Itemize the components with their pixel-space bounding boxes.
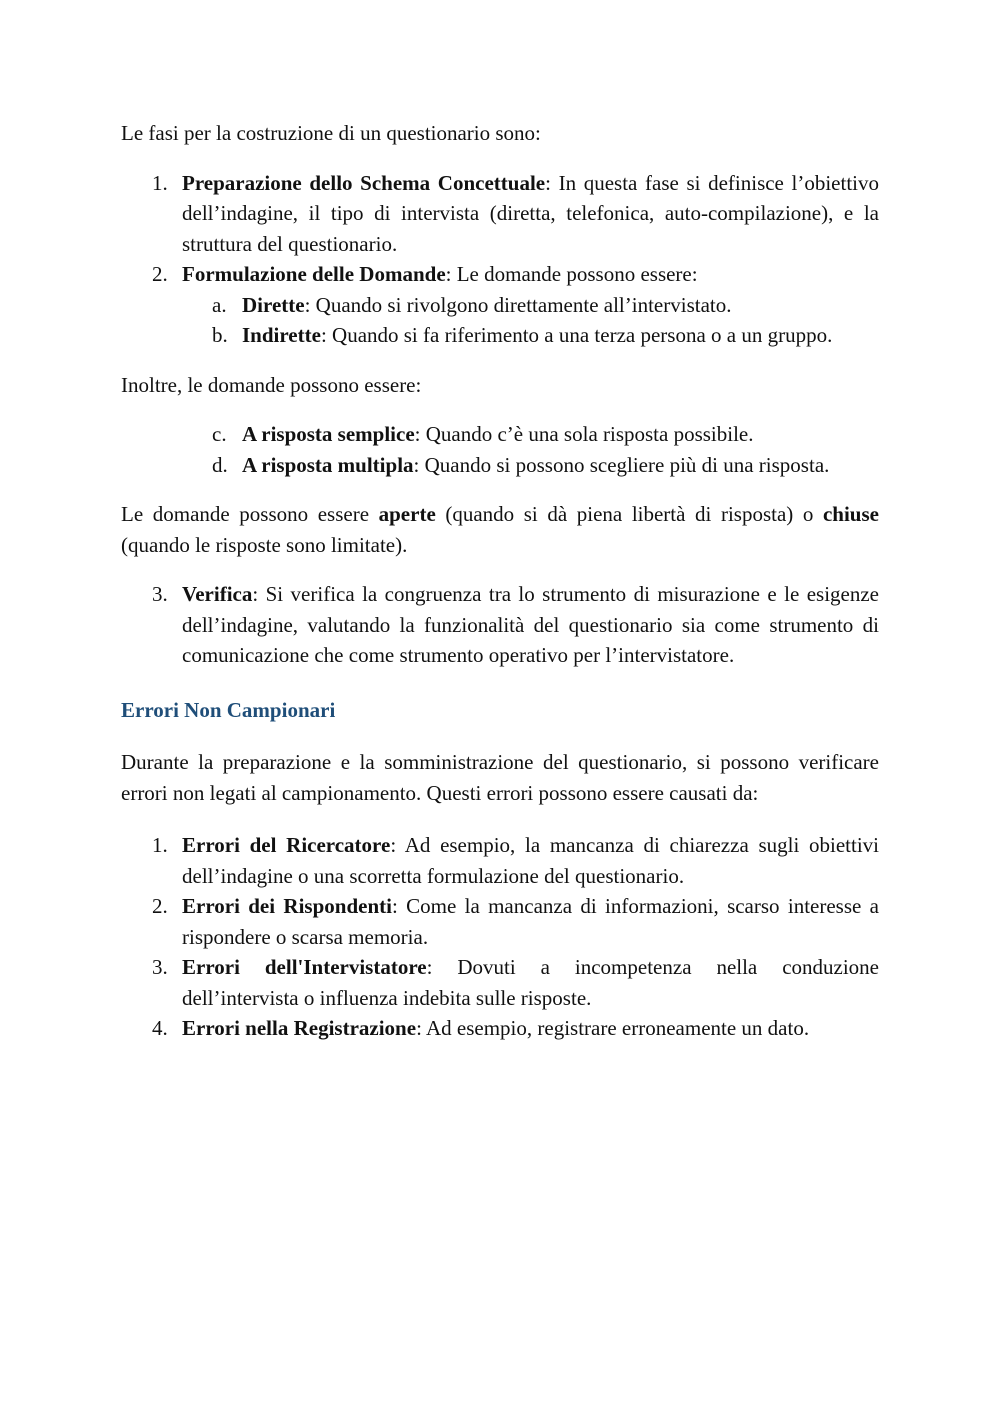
list-item-term: Preparazione dello Schema Concettuale xyxy=(182,170,546,195)
list-item-term: Errori dei Rispondenti xyxy=(182,894,392,918)
open-closed-lead: Le domande possono essere xyxy=(121,502,379,526)
list-item-text: : Si verifica la congruenza tra lo strumento di misurazione e le esigenze dell’indagine, valutando la funzionalità del questionario sia come strumento di comunicazione che come strumento operativo per l’intervistatore. xyxy=(182,582,879,667)
sub-list-item xyxy=(121,290,879,321)
list-item xyxy=(121,168,879,260)
section-heading: Errori Non Campionari xyxy=(121,697,336,722)
closed-term: chiuse xyxy=(822,502,879,526)
list-item-text: : Come la mancanza di informazioni, scarso interesse a rispondere o scarsa memoria. xyxy=(182,894,879,949)
list-number: 1. xyxy=(152,833,168,857)
sub-list-letter: b. xyxy=(212,323,228,347)
list-number: 2. xyxy=(152,262,168,286)
sub-list-term: Indirette xyxy=(242,323,321,347)
errors-intro-paragraph: Durante la preparazione e la somministrazione del questionario, si possono verificare errori non legati al campionamento. Questi errori possono essere causati da: xyxy=(121,750,879,805)
list-number: 3. xyxy=(152,582,168,606)
open-closed-paragraph xyxy=(121,499,879,560)
list-item-term: Errori nella Registrazione xyxy=(182,1016,417,1040)
open-closed-mid: (quando si dà piena libertà di risposta) o xyxy=(435,502,823,526)
intro-paragraph: Le fasi per la costruzione di un questionario sono: xyxy=(121,121,541,145)
list-item-text: : Ad esempio, registrare erroneamente un dato. xyxy=(416,1016,810,1040)
sub-list-item xyxy=(121,419,879,450)
list-number: 4. xyxy=(152,1016,168,1040)
sub-list-term: A risposta semplice xyxy=(242,422,415,446)
open-closed-tail: (quando le risposte sono limitate). xyxy=(121,532,408,557)
sub-list-letter: d. xyxy=(212,452,228,477)
list-number: 1. xyxy=(152,170,168,195)
list-item-term: Verifica xyxy=(182,582,253,606)
list-item xyxy=(121,259,879,290)
sub-list-term: A risposta multipla xyxy=(242,452,414,477)
sub-list-item xyxy=(121,320,879,351)
list-item-text: : Le domande possono essere: xyxy=(445,262,698,286)
list-item xyxy=(121,579,879,671)
list-item xyxy=(121,1013,879,1044)
list-item-term: Errori del Ricercatore xyxy=(182,833,391,857)
sub-list-letter: c. xyxy=(212,422,227,446)
list-item xyxy=(121,891,879,952)
list-number: 3. xyxy=(152,955,168,979)
list-item xyxy=(121,952,879,1013)
sub-list-text: : Quando c’è una sola risposta possibile. xyxy=(414,422,754,446)
sub-list-text: : Quando si fa riferimento a una terza persona o a un gruppo. xyxy=(320,323,833,347)
sub-list-text: : Quando si rivolgono direttamente all’intervistato. xyxy=(304,292,732,317)
inoltre-paragraph: Inoltre, le domande possono essere: xyxy=(121,372,422,397)
list-number: 2. xyxy=(152,894,168,918)
sub-list-letter: a. xyxy=(212,292,227,317)
document-body xyxy=(121,118,879,1044)
list-item-term: Errori dell'Intervistatore xyxy=(182,955,427,979)
sub-list-term: Dirette xyxy=(242,292,305,317)
list-item-text: : Dovuti a incompetenza nella conduzione dell’intervista o influenza indebita sulle risposte. xyxy=(182,955,879,1010)
sub-list-item xyxy=(121,450,879,481)
list-item-text: : Ad esempio, la mancanza di chiarezza sugli obiettivi dell’indagine o una scorretta formulazione del questionario. xyxy=(182,833,880,888)
list-item-text: : In questa fase si definisce l’obiettivo dell’indagine, il tipo di intervista (diretta, telefonica, auto-compilazione), e la struttura del questionario. xyxy=(182,170,880,256)
open-term: aperte xyxy=(378,502,436,526)
list-item-term: Formulazione delle Domande xyxy=(182,262,446,286)
sub-list-text: : Quando si possono scegliere più di una risposta. xyxy=(413,452,830,477)
list-item xyxy=(121,830,879,891)
